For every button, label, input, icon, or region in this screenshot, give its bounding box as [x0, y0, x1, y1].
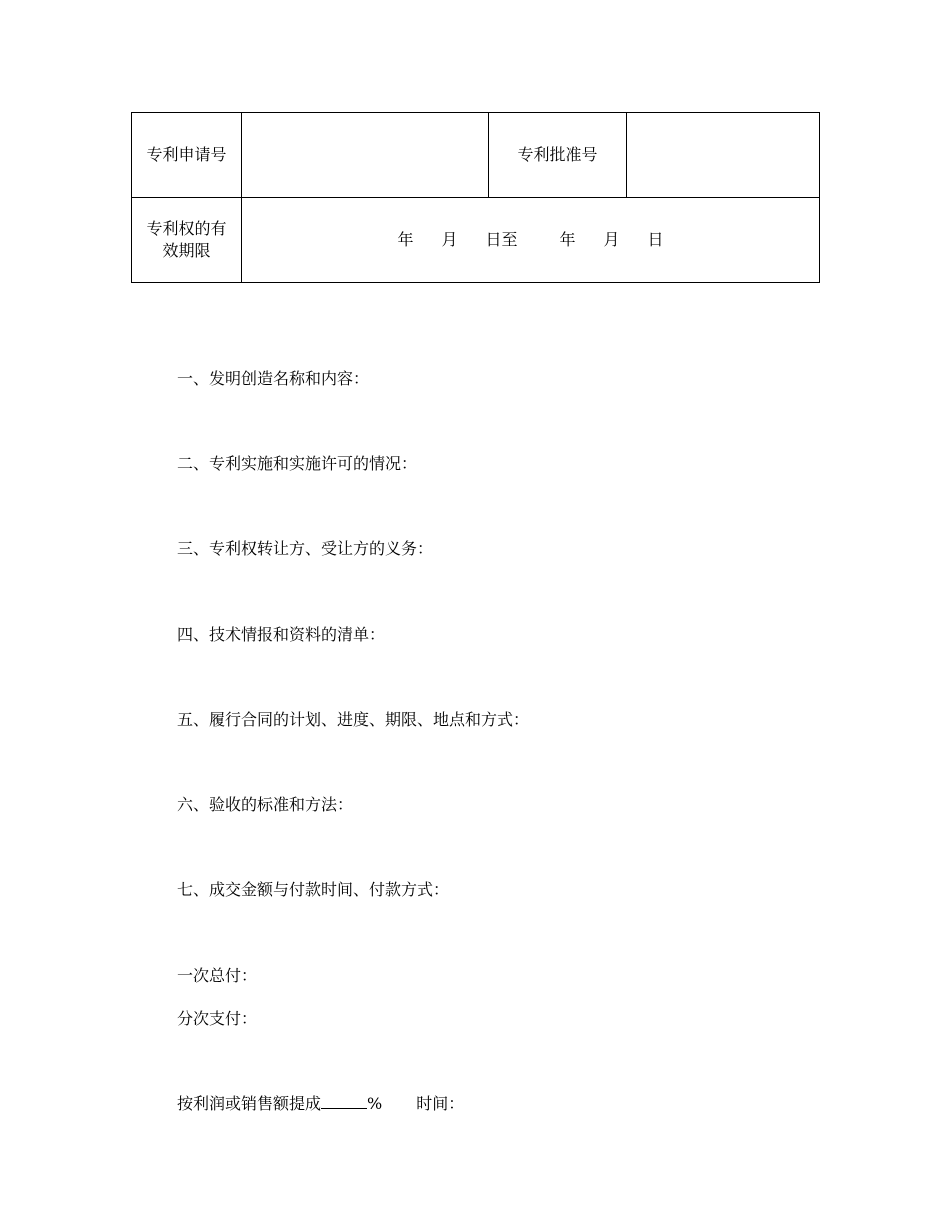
royalty-line [177, 1093, 464, 1114]
royalty-time-label: 时间： [416, 1094, 465, 1113]
validity-label [132, 198, 242, 283]
section-heading-2: 二、专利实施和实施许可的情况： [177, 454, 418, 473]
application-number-field[interactable] [242, 113, 489, 198]
approval-number-field[interactable] [627, 113, 820, 198]
approval-number-label: 专利批准号 [489, 113, 627, 198]
patent-info-table [131, 112, 820, 283]
section-heading-5: 五、履行合同的计划、进度、期限、地点和方式： [177, 710, 530, 729]
application-number-label: 专利申请号 [132, 113, 242, 198]
date-year-end: 年 [559, 230, 576, 249]
date-month-start: 月 [441, 230, 458, 249]
table-row [132, 198, 820, 283]
royalty-percent-sign: % [367, 1094, 383, 1113]
date-year-start: 年 [397, 230, 414, 249]
section-heading-1: 一、发明创造名称和内容： [177, 369, 370, 388]
royalty-percent-blank[interactable] [321, 1093, 367, 1109]
table-row [132, 113, 820, 198]
validity-label-line1: 专利权的有 [146, 219, 227, 238]
section-heading-4: 四、技术情报和资料的清单： [177, 625, 386, 644]
validity-label-line2: 效期限 [162, 241, 211, 260]
installment-payment: 分次支付： [177, 1009, 258, 1028]
section-heading-7: 七、成交金额与付款时间、付款方式： [177, 880, 450, 899]
section-heading-3: 三、专利权转让方、受让方的义务： [177, 539, 434, 558]
date-month-end: 月 [603, 230, 620, 249]
date-day-to: 日至 [485, 230, 518, 249]
section-heading-6: 六、验收的标准和方法： [177, 795, 354, 814]
lump-sum-payment: 一次总付： [177, 966, 258, 985]
validity-date-range[interactable] [242, 198, 820, 283]
royalty-prefix: 按利润或销售额提成 [177, 1094, 322, 1113]
date-day-end: 日 [647, 230, 664, 249]
